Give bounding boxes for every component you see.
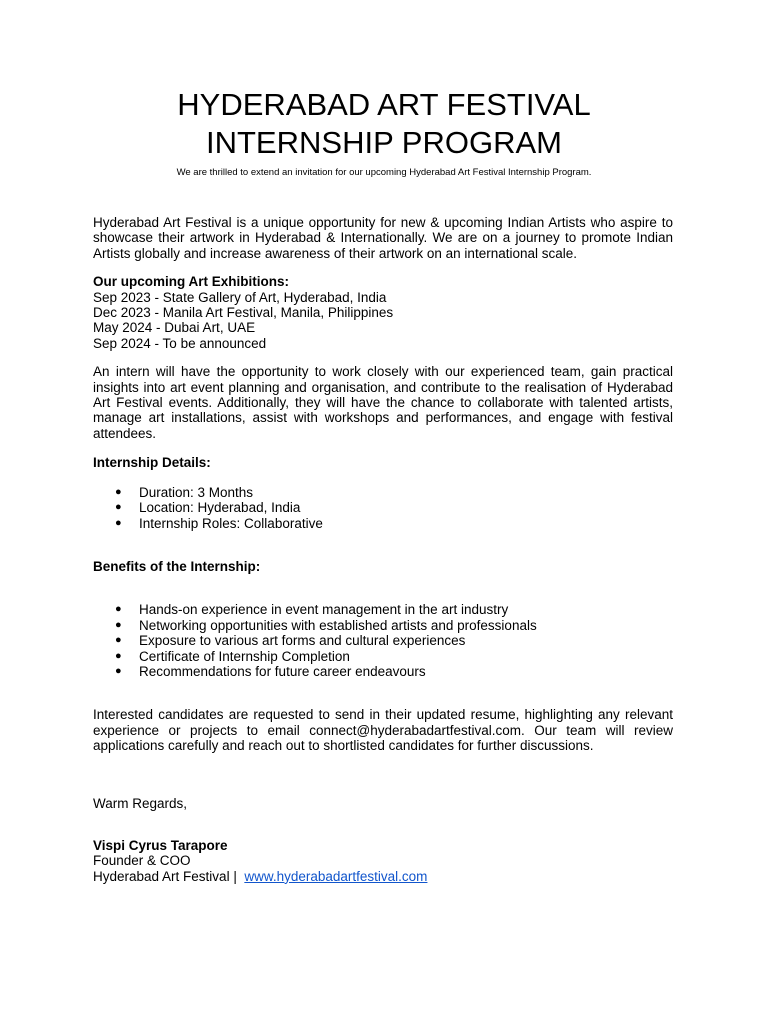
- bullet-icon: ●: [115, 516, 122, 529]
- list-item-text: Recommendations for future career endeavours: [139, 663, 426, 679]
- list-item: [93, 633, 673, 648]
- signer-org-line: [93, 869, 673, 884]
- list-item-text: Exposure to various art forms and cultural experiences: [139, 633, 466, 649]
- title-line-1: HYDERABAD ART FESTIVAL: [177, 87, 591, 122]
- title-line-2: INTERNSHIP PROGRAM: [206, 125, 562, 160]
- bullet-icon: ●: [115, 634, 122, 647]
- list-item-text: Location: Hyderabad, India: [139, 500, 301, 516]
- list-item-text: Duration: 3 Months: [139, 484, 254, 500]
- document-body: [93, 215, 673, 884]
- bullet-icon: ●: [115, 649, 122, 662]
- signature-block: [93, 838, 673, 884]
- closing-paragraph: Interested candidates are requested to send in their updated resume, highlighting any relevant experience or projects to email connect@hyderabadartfestival.com. Our team will review applications carefully and reach out to shortlisted candidates for further discussions.: [93, 707, 673, 754]
- details-heading: Internship Details:: [93, 455, 211, 471]
- benefits-list: [93, 602, 673, 679]
- exhibitions-heading: Our upcoming Art Exhibitions:: [93, 274, 289, 290]
- list-item-text: Certificate of Internship Completion: [139, 648, 350, 664]
- signer-name: Vispi Cyrus Tarapore: [93, 837, 228, 853]
- details-list: [93, 485, 673, 531]
- bullet-icon: ●: [115, 485, 122, 498]
- exhibitions-section: [93, 274, 673, 351]
- website-link[interactable]: www.hyderabadartfestival.com: [244, 868, 428, 884]
- list-item: [93, 618, 673, 633]
- intro-paragraph: Hyderabad Art Festival is a unique opportunity for new & upcoming Indian Artists who aspire to showcase their artwork in Hyderabad & Internationally. We are on a journey to promote Indian Artists globally and increase awareness of their artwork on an international scale.: [93, 215, 673, 261]
- exhibition-item: Sep 2024 - To be announced: [93, 335, 267, 351]
- page-title: [0, 86, 768, 162]
- list-item: [93, 485, 673, 500]
- list-item: [93, 649, 673, 664]
- bullet-icon: ●: [115, 664, 122, 677]
- signer-role: Founder & COO: [93, 853, 191, 869]
- page-subtitle: We are thrilled to extend an invitation for our upcoming Hyderabad Art Festival Internship Program.: [176, 167, 592, 178]
- exhibition-item: Dec 2023 - Manila Art Festival, Manila, Philippines: [93, 305, 394, 321]
- benefits-heading: Benefits of the Internship:: [93, 558, 261, 574]
- list-item: [93, 602, 673, 617]
- bullet-icon: ●: [115, 618, 122, 631]
- bullet-icon: ●: [115, 501, 122, 514]
- org-name: Hyderabad Art Festival |: [93, 868, 237, 884]
- list-item: [93, 664, 673, 679]
- bullet-icon: ●: [115, 603, 122, 616]
- list-item-text: Internship Roles: Collaborative: [139, 515, 323, 531]
- list-item-text: Networking opportunities with established artists and professionals: [139, 617, 537, 633]
- list-item-text: Hands-on experience in event management in the art industry: [139, 602, 509, 618]
- greeting: Warm Regards,: [93, 795, 188, 811]
- exhibition-item: May 2024 - Dubai Art, UAE: [93, 320, 256, 336]
- intern-paragraph: An intern will have the opportunity to work closely with our experienced team, gain practical insights into art event planning and organisation, and contribute to the realisation of Hyderabad Art Festival events. Additionally, they will have the chance to collaborate with talented artists, manage art installations, assist with workshops and performances, and engage with festival attendees.: [93, 364, 673, 441]
- list-item: [93, 516, 673, 531]
- exhibition-item: Sep 2023 - State Gallery of Art, Hyderabad, India: [93, 289, 387, 305]
- list-item: [93, 500, 673, 515]
